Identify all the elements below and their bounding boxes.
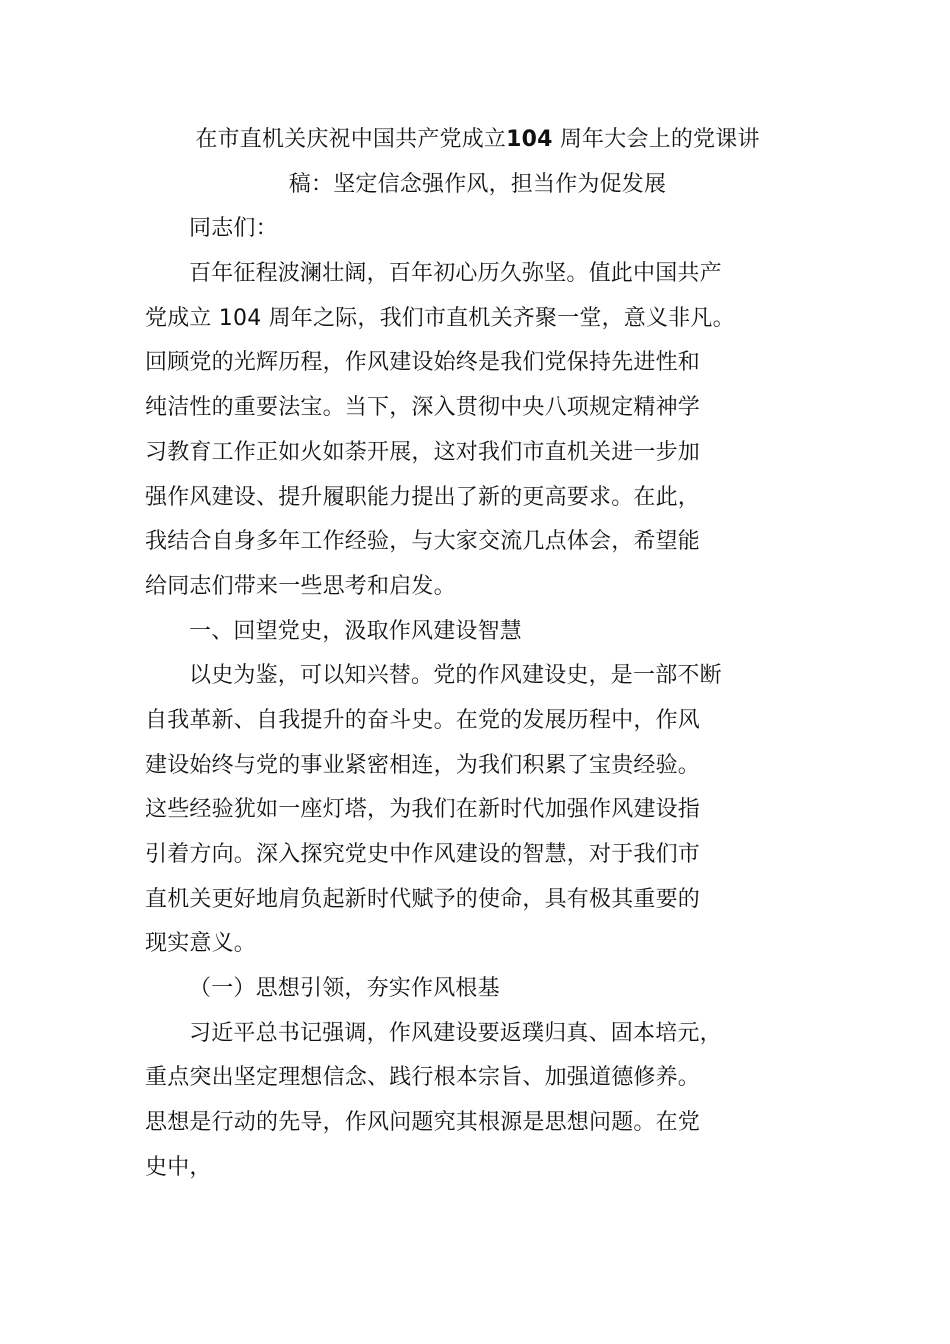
paragraph: [145, 1012, 810, 1191]
text-line: 这些经验犹如一座灯塔，为我们在新时代加强作风建设指: [145, 797, 701, 823]
text-line: 习近平总书记强调，作风建设要返璞归真、固本培元，: [189, 1020, 722, 1046]
title-number: 104: [506, 127, 553, 152]
document-title-line-1: [145, 118, 810, 163]
text-line: 同志们：: [189, 216, 278, 242]
title-text: 在市直机关庆祝中国共产党成立: [195, 127, 507, 152]
text-line: 以史为鉴，可以知兴替。党的作风建设史，是一部不断: [189, 663, 722, 689]
text-line: （一）思想引领，夯实作风根基: [189, 976, 500, 1002]
text-line: 史中，: [145, 1154, 212, 1180]
text-line: 现实意义。: [145, 931, 257, 957]
text-line: 我结合自身多年工作经验，与大家交流几点体会，希望能: [145, 529, 701, 555]
text-line: 引着方向。深入探究党史中作风建设的智慧，对于我们市: [145, 842, 701, 867]
text-line: 重点突出坚定理想信念、践行根本宗旨、加强道德修养。: [145, 1065, 701, 1091]
text-line: 百年征程波澜壮阔，百年初心历久弥坚。值此中国共产: [189, 261, 722, 287]
text-line: 党成立 104 周年之际，我们市直机关齐聚一堂，意义非凡。: [145, 305, 735, 331]
text-line: 建设始终与党的事业紧密相连，为我们积累了宝贵经验。: [145, 752, 701, 778]
document-title-line-2: 稿：坚定信念强作风，担当作为促发展: [288, 171, 667, 197]
text-line: 给同志们带来一些思考和启发。: [145, 573, 456, 599]
section-heading: [145, 967, 810, 1012]
document-body: [145, 207, 810, 1190]
document-page: [145, 118, 810, 1191]
paragraph: [145, 252, 810, 610]
title-text: 周年大会上的党课讲: [559, 127, 760, 152]
text-line: 纯洁性的重要法宝。当下，深入贯彻中央八项规定精神学: [145, 395, 701, 421]
paragraph: [145, 207, 810, 252]
text-line: 回顾党的光辉历程，作风建设始终是我们党保持先进性和: [145, 350, 701, 376]
text-line: 强作风建设、提升履职能力提出了新的更高要求。在此，: [145, 484, 701, 510]
text-line: 自我革新、自我提升的奋斗史。在党的发展历程中，作风: [145, 707, 701, 733]
text-line: 一、回望党史，汲取作风建设智慧: [189, 618, 523, 644]
text-line: 习教育工作正如火如荼开展，这对我们市直机关进一步加: [145, 439, 701, 465]
section-heading: [145, 610, 810, 655]
text-line: 直机关更好地肩负起新时代赋予的使命，具有极其重要的: [145, 886, 701, 912]
text-line: 思想是行动的先导，作风问题究其根源是思想问题。在党: [145, 1110, 701, 1136]
paragraph: [145, 654, 810, 967]
